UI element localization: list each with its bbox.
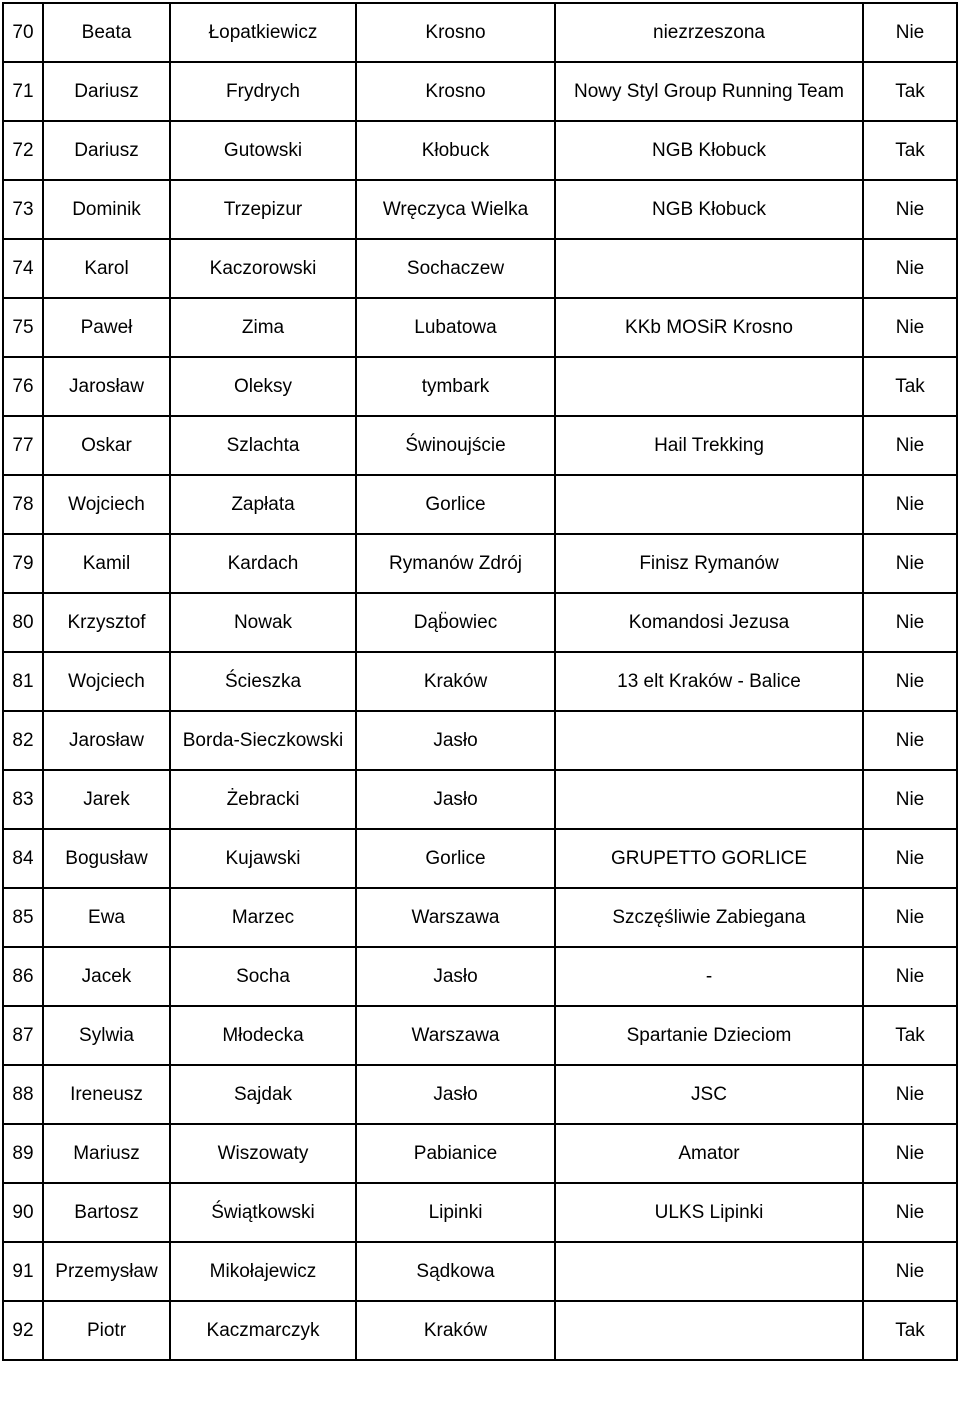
cell-last-name: Zima (170, 298, 356, 357)
cell-number: 70 (3, 3, 43, 62)
cell-club (555, 711, 863, 770)
cell-club: NGB Kłobuck (555, 180, 863, 239)
cell-number: 73 (3, 180, 43, 239)
cell-club: KKb MOSiR Krosno (555, 298, 863, 357)
table-row (3, 1006, 957, 1065)
cell-last-name: Sajdak (170, 1065, 356, 1124)
cell-number: 92 (3, 1301, 43, 1360)
cell-yes-no: Nie (863, 652, 957, 711)
table-row (3, 3, 957, 62)
cell-first-name: Jarosław (43, 357, 170, 416)
cell-city: Lubatowa (356, 298, 555, 357)
cell-yes-no: Nie (863, 947, 957, 1006)
cell-club: Nowy Styl Group Running Team (555, 62, 863, 121)
cell-first-name: Ewa (43, 888, 170, 947)
cell-first-name: Mariusz (43, 1124, 170, 1183)
cell-club: ULKS Lipinki (555, 1183, 863, 1242)
cell-city: Rymanów Zdrój (356, 534, 555, 593)
cell-yes-no: Tak (863, 62, 957, 121)
cell-city: Pabianice (356, 1124, 555, 1183)
cell-number: 90 (3, 1183, 43, 1242)
participants-table-body (3, 3, 957, 1360)
table-row (3, 62, 957, 121)
cell-city: Jasło (356, 770, 555, 829)
table-row (3, 1124, 957, 1183)
cell-first-name: Bartosz (43, 1183, 170, 1242)
cell-city: Jasło (356, 1065, 555, 1124)
table-row (3, 652, 957, 711)
cell-last-name: Kardach (170, 534, 356, 593)
cell-city: Jasło (356, 947, 555, 1006)
cell-last-name: Marzec (170, 888, 356, 947)
cell-first-name: Jacek (43, 947, 170, 1006)
cell-city: Świnoujście (356, 416, 555, 475)
cell-last-name: Mikołajewicz (170, 1242, 356, 1301)
cell-number: 86 (3, 947, 43, 1006)
cell-yes-no: Nie (863, 416, 957, 475)
cell-number: 84 (3, 829, 43, 888)
cell-city: Kraków (356, 652, 555, 711)
cell-city: Kraków (356, 1301, 555, 1360)
cell-number: 76 (3, 357, 43, 416)
cell-last-name: Kaczmarczyk (170, 1301, 356, 1360)
cell-number: 82 (3, 711, 43, 770)
table-row (3, 534, 957, 593)
cell-number: 88 (3, 1065, 43, 1124)
cell-yes-no: Nie (863, 888, 957, 947)
cell-number: 91 (3, 1242, 43, 1301)
cell-number: 74 (3, 239, 43, 298)
table-row (3, 829, 957, 888)
cell-first-name: Dariusz (43, 121, 170, 180)
table-row (3, 475, 957, 534)
cell-club: Hail Trekking (555, 416, 863, 475)
cell-number: 87 (3, 1006, 43, 1065)
cell-city: Jasło (356, 711, 555, 770)
cell-yes-no: Nie (863, 711, 957, 770)
cell-number: 85 (3, 888, 43, 947)
cell-number: 80 (3, 593, 43, 652)
table-row (3, 770, 957, 829)
cell-club (555, 1242, 863, 1301)
table-row (3, 416, 957, 475)
cell-last-name: Frydrych (170, 62, 356, 121)
table-row (3, 298, 957, 357)
cell-last-name: Zapłata (170, 475, 356, 534)
cell-yes-no: Nie (863, 475, 957, 534)
table-row (3, 357, 957, 416)
table-row (3, 1242, 957, 1301)
cell-city: Warszawa (356, 888, 555, 947)
cell-club: Finisz Rymanów (555, 534, 863, 593)
cell-number: 71 (3, 62, 43, 121)
cell-first-name: Karol (43, 239, 170, 298)
cell-club: NGB Kłobuck (555, 121, 863, 180)
cell-first-name: Krzysztof (43, 593, 170, 652)
cell-last-name: Kujawski (170, 829, 356, 888)
cell-first-name: Dariusz (43, 62, 170, 121)
table-row (3, 1183, 957, 1242)
cell-last-name: Żebracki (170, 770, 356, 829)
cell-first-name: Wojciech (43, 475, 170, 534)
cell-yes-no: Nie (863, 298, 957, 357)
cell-city: Kłobuck (356, 121, 555, 180)
cell-last-name: Oleksy (170, 357, 356, 416)
cell-club: Amator (555, 1124, 863, 1183)
cell-first-name: Przemysław (43, 1242, 170, 1301)
cell-number: 83 (3, 770, 43, 829)
cell-yes-no: Nie (863, 1183, 957, 1242)
cell-city: Gorlice (356, 829, 555, 888)
cell-last-name: Socha (170, 947, 356, 1006)
cell-first-name: Kamil (43, 534, 170, 593)
cell-club: Komandosi Jezusa (555, 593, 863, 652)
cell-last-name: Borda-Sieczkowski (170, 711, 356, 770)
cell-number: 75 (3, 298, 43, 357)
cell-first-name: Ireneusz (43, 1065, 170, 1124)
cell-last-name: Wiszowaty (170, 1124, 356, 1183)
cell-club (555, 357, 863, 416)
cell-first-name: Piotr (43, 1301, 170, 1360)
cell-last-name: Trzepizur (170, 180, 356, 239)
cell-club: JSC (555, 1065, 863, 1124)
cell-first-name: Sylwia (43, 1006, 170, 1065)
cell-last-name: Gutowski (170, 121, 356, 180)
cell-last-name: Ścieszka (170, 652, 356, 711)
cell-yes-no: Tak (863, 1301, 957, 1360)
cell-first-name: Wojciech (43, 652, 170, 711)
cell-first-name: Oskar (43, 416, 170, 475)
cell-first-name: Jarosław (43, 711, 170, 770)
cell-city: Lipinki (356, 1183, 555, 1242)
cell-yes-no: Tak (863, 121, 957, 180)
cell-club (555, 770, 863, 829)
cell-yes-no: Nie (863, 829, 957, 888)
cell-yes-no: Nie (863, 1242, 957, 1301)
cell-yes-no: Nie (863, 1065, 957, 1124)
cell-city: Krosno (356, 3, 555, 62)
cell-first-name: Jarek (43, 770, 170, 829)
cell-number: 72 (3, 121, 43, 180)
cell-club: 13 elt Kraków - Balice (555, 652, 863, 711)
cell-last-name: Świątkowski (170, 1183, 356, 1242)
cell-yes-no: Nie (863, 3, 957, 62)
cell-yes-no: Nie (863, 593, 957, 652)
table-row (3, 180, 957, 239)
cell-last-name: Kaczorowski (170, 239, 356, 298)
cell-city: Sądkowa (356, 1242, 555, 1301)
cell-number: 89 (3, 1124, 43, 1183)
table-row (3, 593, 957, 652)
cell-club: GRUPETTO GORLICE (555, 829, 863, 888)
cell-club (555, 475, 863, 534)
cell-last-name: Łopatkiewicz (170, 3, 356, 62)
cell-last-name: Młodecka (170, 1006, 356, 1065)
cell-last-name: Nowak (170, 593, 356, 652)
table-row (3, 239, 957, 298)
table-row (3, 1301, 957, 1360)
cell-first-name: Dominik (43, 180, 170, 239)
cell-city: Sochaczew (356, 239, 555, 298)
cell-first-name: Paweł (43, 298, 170, 357)
cell-city: tymbark (356, 357, 555, 416)
cell-city: Dąb̈owiec (356, 593, 555, 652)
cell-city: Wręczyca Wielka (356, 180, 555, 239)
cell-club (555, 239, 863, 298)
cell-city: Krosno (356, 62, 555, 121)
cell-yes-no: Nie (863, 770, 957, 829)
cell-yes-no: Nie (863, 1124, 957, 1183)
cell-city: Gorlice (356, 475, 555, 534)
cell-yes-no: Nie (863, 180, 957, 239)
table-row (3, 121, 957, 180)
table-row (3, 711, 957, 770)
cell-number: 81 (3, 652, 43, 711)
cell-last-name: Szlachta (170, 416, 356, 475)
participants-table (2, 2, 958, 1361)
cell-club: Szczęśliwie Zabiegana (555, 888, 863, 947)
table-row (3, 888, 957, 947)
cell-yes-no: Nie (863, 239, 957, 298)
cell-club: niezrzeszona (555, 3, 863, 62)
cell-club: Spartanie Dzieciom (555, 1006, 863, 1065)
cell-number: 77 (3, 416, 43, 475)
cell-club: - (555, 947, 863, 1006)
cell-first-name: Bogusław (43, 829, 170, 888)
cell-city: Warszawa (356, 1006, 555, 1065)
table-row (3, 947, 957, 1006)
cell-yes-no: Tak (863, 357, 957, 416)
cell-number: 79 (3, 534, 43, 593)
table-row (3, 1065, 957, 1124)
cell-yes-no: Nie (863, 534, 957, 593)
cell-number: 78 (3, 475, 43, 534)
cell-first-name: Beata (43, 3, 170, 62)
cell-yes-no: Tak (863, 1006, 957, 1065)
cell-club (555, 1301, 863, 1360)
